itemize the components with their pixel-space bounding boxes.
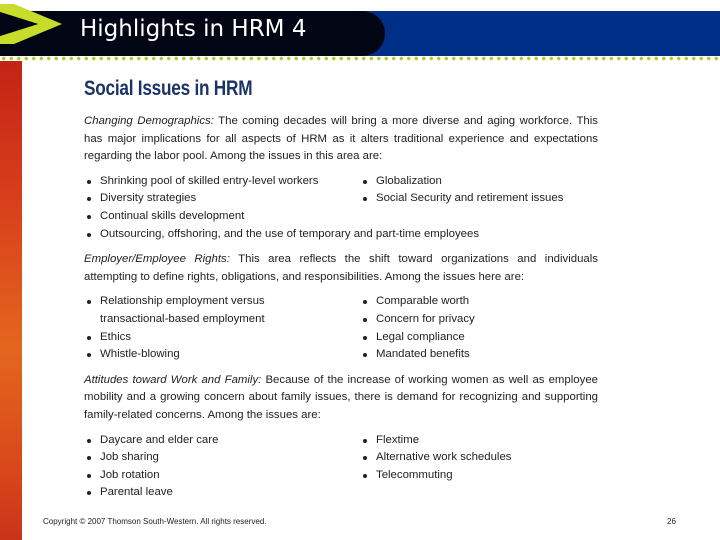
issue-list <box>84 173 598 243</box>
list-item: Comparable worth <box>360 293 598 311</box>
slide-title: Highlights in HRM 4 <box>80 16 307 42</box>
list-item: Outsourcing, offshoring, and the use of temporary and part-time employees <box>84 226 598 244</box>
list-item: Telecommuting <box>360 467 598 485</box>
section-paragraph <box>84 113 598 166</box>
copyright-notice: Copyright © 2007 Thomson South-Western. All rights reserved. <box>43 517 267 526</box>
section-paragraph <box>84 372 598 425</box>
list-item: Flextime <box>360 432 598 450</box>
list-item: Parental leave <box>84 484 360 502</box>
section-text: Because of the increase of working women as well as employee mobility and a growing concern about family issues, there is demand for recognizing and supporting family-related concerns. Among the issues are: <box>84 373 598 421</box>
dotted-divider <box>0 56 720 61</box>
list-item: Whistle-blowing <box>84 346 360 364</box>
list-item: Job sharing <box>84 449 360 467</box>
issue-list <box>84 293 598 363</box>
section-lead: Attitudes toward Work and Family: <box>84 373 262 386</box>
list-item: Mandated benefits <box>360 346 598 364</box>
arrow-logo-icon <box>0 0 70 60</box>
list-item: Legal compliance <box>360 329 598 347</box>
list-item-text: Relationship employment versus transactional-based employment <box>100 295 265 325</box>
section-lead: Employer/Employee Rights: <box>84 253 230 266</box>
content-heading: Social Issues in HRM <box>84 77 253 100</box>
list-item: Continual skills development <box>84 208 360 226</box>
section-text: The coming decades will bring a more diverse and aging workforce. This has major implications for all aspects of HRM as it alters traditional experience and expectations regarding the labor pool. Among the issues in this area are: <box>84 115 598 163</box>
list-item: Globalization <box>360 173 598 191</box>
list-item: Social Security and retirement issues <box>360 190 598 208</box>
page-number: 26 <box>667 517 676 526</box>
decorative-side-stripe <box>0 61 22 540</box>
section-lead: Changing Demographics: <box>84 115 214 127</box>
list-item: Shrinking pool of skilled entry-level workers <box>84 173 360 191</box>
list-item: Daycare and elder care <box>84 432 360 450</box>
issue-list <box>84 432 598 502</box>
list-item: Alternative work schedules <box>360 449 598 467</box>
list-item: Diversity strategies <box>84 190 360 208</box>
section-paragraph <box>84 251 598 286</box>
section-text: This area reflects the shift toward organizations and individuals attempting to define rights, obligations, and responsibilities. Among the issues here are: <box>84 253 598 283</box>
list-item <box>84 293 360 328</box>
list-item: Ethics <box>84 329 360 347</box>
list-item: Job rotation <box>84 467 360 485</box>
list-item: Concern for privacy <box>360 311 598 329</box>
content-body <box>84 113 598 510</box>
